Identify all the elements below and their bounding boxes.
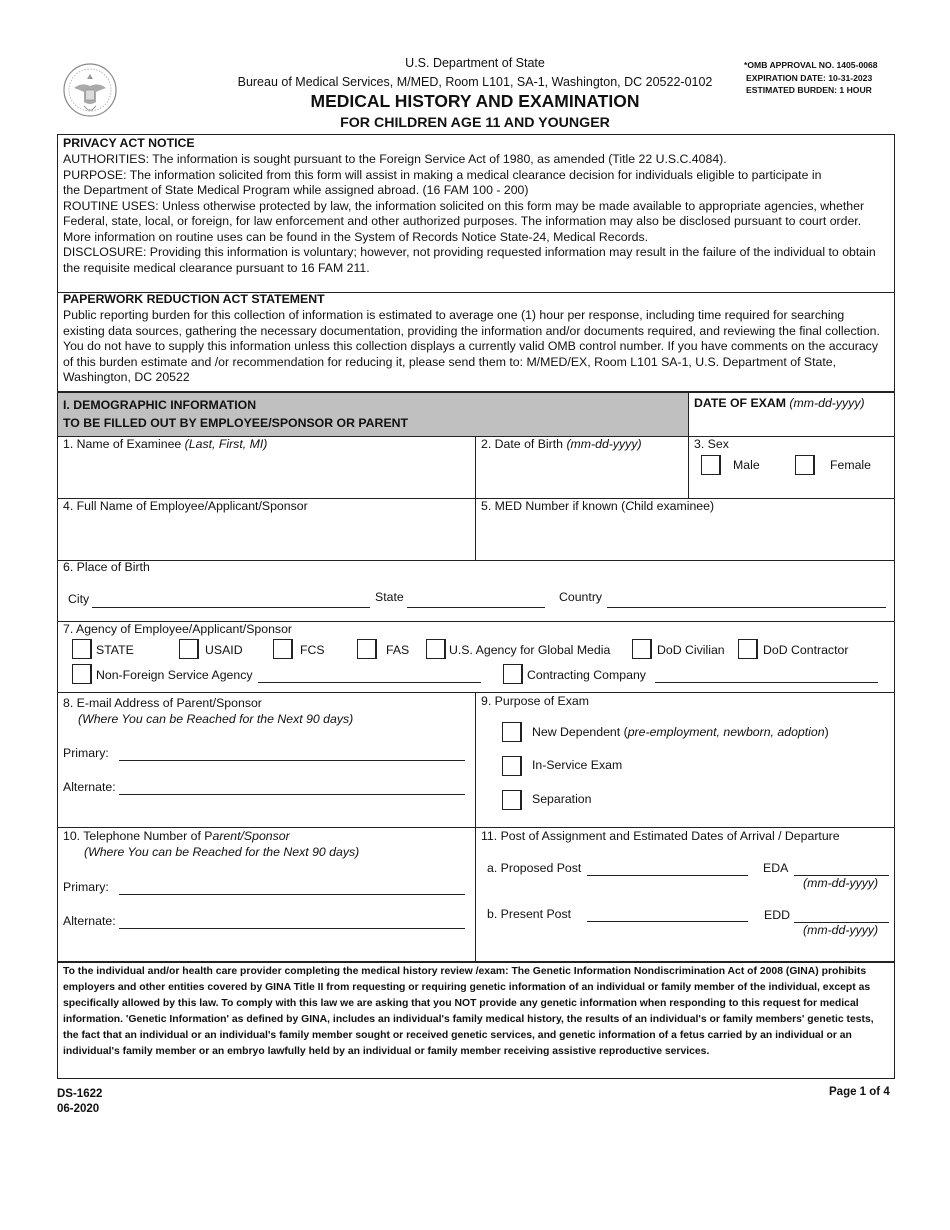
omb-expiration: EXPIRATION DATE: 10-31-2023 — [746, 72, 873, 83]
privacy-line: PURPOSE: The information solicited from this form will assist in making a medical clearance decision for individuals eligible to participate in — [63, 167, 822, 182]
agency-usaid-checkbox[interactable] — [179, 639, 199, 659]
purpose-new-dependent-label: New Dependent (pre-employment, newborn, adoption) — [532, 725, 829, 739]
agency-fcs-label: FCS — [300, 643, 325, 657]
sex-female-checkbox[interactable] — [795, 455, 815, 475]
agency-dod-civilian-checkbox[interactable] — [632, 639, 652, 659]
form-body — [57, 134, 895, 1079]
agency-nfsa-checkbox[interactable] — [72, 664, 92, 684]
purpose-in-service-checkbox[interactable] — [502, 756, 522, 776]
purpose-new-dependent-checkbox[interactable] — [502, 722, 522, 742]
email-primary-input[interactable] — [119, 760, 465, 761]
privacy-line: DISCLOSURE: Providing this information is voluntary; however, not providing requested information may result in the failure of the individual to obtain — [63, 245, 876, 259]
med-number-label: 5. MED Number if known (Child examinee) — [481, 499, 715, 513]
city-label: City — [68, 592, 90, 606]
privacy-line: the requisite medical clearance pursuant to 16 FAM 211. — [63, 260, 370, 275]
eda-label: EDA — [763, 861, 789, 875]
edd-label: EDD — [764, 908, 790, 922]
state-label: State — [375, 590, 404, 604]
phone-primary-label: Primary: — [63, 880, 109, 894]
proposed-post-input[interactable] — [587, 875, 748, 876]
present-post-label: b. Present Post — [487, 907, 572, 921]
city-input[interactable] — [92, 607, 370, 608]
examinee-name-label: 1. Name of Examinee (Last, First, MI) — [63, 437, 268, 451]
country-input[interactable] — [607, 607, 886, 608]
agency-state-label: STATE — [96, 643, 134, 657]
privacy-line: More information on routine uses can be found in the System of Records Notice State-24, Medical Records. — [63, 229, 649, 244]
agency-dod-civilian-label: DoD Civilian — [657, 643, 725, 657]
contracting-input[interactable] — [655, 682, 878, 683]
present-post-input[interactable] — [587, 921, 748, 922]
omb-approval: *OMB APPROVAL NO. 1405-0068 — [744, 60, 878, 70]
dob-label: 2. Date of Birth (mm-dd-yyyy) — [481, 437, 642, 451]
eda-format: (mm-dd-yyyy) — [803, 876, 879, 890]
privacy-heading: PRIVACY ACT NOTICE — [63, 136, 195, 150]
gina-notice: To the individual and/or health care provider completing the medical history review /exam: The Genetic Information Nondiscrimination Act of 2008 (GINA) prohibits employers and other entities covered by GINA Title II from requesting or requiring genetic information of an individual or family member of the individual, except as specifically allowed by this law. To comply with this law we are asking that you NOT provide any genetic information when responding to this request for medical information. 'Genetic Information' as defined by GINA, includes an individual's family medical history, the results of an individual's or family members' genetic tests, the fact that an individual or an individual's family member sought or received genetic services, and genetic information of a fetus carried by an individual or an individual's family member or an embryo lawfully held by an individual or family member receiving assistive reproductive services. — [63, 966, 874, 1058]
email-primary-label: Primary: — [63, 746, 109, 760]
agency-usaid-label: USAID — [205, 643, 243, 657]
phone-primary-input[interactable] — [119, 894, 465, 895]
email-hint: (Where You can be Reached for the Next 90 days) — [78, 712, 354, 726]
agency-nfsa-label: Non-Foreign Service Agency — [96, 668, 253, 682]
paperwork-line: Public reporting burden for this collection of information is estimated to average one (1) hour per response, including time required for searching — [63, 308, 845, 322]
purpose-in-service-label: In-Service Exam — [532, 758, 623, 772]
sex-label: 3. Sex — [694, 437, 729, 451]
paperwork-heading: PAPERWORK REDUCTION ACT STATEMENT — [63, 292, 325, 306]
agency-contracting-label: Contracting Company — [527, 668, 646, 682]
agency-label: 7. Agency of Employee/Applicant/Sponsor — [63, 622, 292, 636]
omb-burden: ESTIMATED BURDEN: 1 HOUR — [746, 85, 872, 95]
phone-hint: (Where You can be Reached for the Next 90 days) — [84, 845, 360, 859]
agency-usagm-checkbox[interactable] — [426, 639, 446, 659]
sex-male-checkbox[interactable] — [701, 455, 721, 475]
divider — [58, 827, 894, 828]
department-name: U.S. Department of State — [405, 56, 545, 70]
sex-female-label: Female — [830, 458, 872, 472]
purpose-label: 9. Purpose of Exam — [481, 694, 589, 708]
form-title: MEDICAL HISTORY AND EXAMINATION — [310, 91, 640, 111]
privacy-line: Federal, state, local, or foreign, for law enforcement and other authorized purposes. The information may also be disclosed pursuant to court order. — [63, 214, 862, 228]
country-label: Country — [559, 590, 603, 604]
agency-dod-contractor-checkbox[interactable] — [738, 639, 758, 659]
agency-usagm-label: U.S. Agency for Global Media — [449, 643, 611, 657]
privacy-line: ROUTINE USES: Unless otherwise protected by law, the information solicited on this form may be made available to appropriate agencies, whether — [63, 198, 865, 213]
omb-block — [744, 59, 878, 97]
great-seal-icon — [62, 62, 118, 118]
state-input[interactable] — [407, 607, 545, 608]
sponsor-name-label: 4. Full Name of Employee/Applicant/Sponsor — [63, 499, 308, 513]
phone-alternate-label: Alternate: — [63, 914, 116, 928]
divider — [58, 692, 894, 693]
page-number: Page 1 of 4 — [829, 1086, 890, 1098]
divider — [58, 961, 894, 963]
form-revision: 06-2020 — [57, 1103, 100, 1115]
privacy-line: the Department of State Medical Program while assigned abroad. (16 FAM 100 - 200) — [63, 183, 529, 197]
paperwork-line: You do not have to supply this information unless this collection displays a currently valid OMB control number. If you have comments on the accuracy — [63, 339, 878, 353]
phone-label: 10. Telephone Number of Parent/Sponsor — [63, 829, 290, 843]
form-subtitle: FOR CHILDREN AGE 11 AND YOUNGER — [340, 115, 610, 131]
section1-subtitle: TO BE FILLED OUT BY EMPLOYEE/SPONSOR OR PARENT — [63, 416, 409, 430]
date-of-exam-label: DATE OF EXAM (mm-dd-yyyy) — [694, 396, 865, 410]
agency-fcs-checkbox[interactable] — [273, 639, 293, 659]
divider — [688, 392, 689, 498]
email-label: 8. E-mail Address of Parent/Sponsor — [63, 696, 262, 710]
agency-contracting-checkbox[interactable] — [503, 664, 523, 684]
paperwork-line: existing data sources, gathering the necessary documentation, providing the information and/or documents required, and reviewing the final collection. — [63, 323, 880, 338]
purpose-separation-checkbox[interactable] — [502, 790, 522, 810]
place-of-birth-label: 6. Place of Birth — [63, 560, 150, 574]
form-number: DS-1622 — [57, 1088, 103, 1100]
email-alternate-input[interactable] — [119, 794, 465, 795]
bureau-address: Bureau of Medical Services, M/MED, Room L101, SA-1, Washington, DC 20522-0102 — [237, 75, 713, 89]
agency-state-checkbox[interactable] — [72, 639, 92, 659]
nfsa-input[interactable] — [258, 682, 481, 683]
paperwork-line: of this burden estimate and /or recommendation for reducing it, please send them to: M/MED/EX, Room L101 SA-1, U.S. Department of State, — [63, 354, 837, 369]
agency-fas-checkbox[interactable] — [357, 639, 377, 659]
agency-dod-contractor-label: DoD Contractor — [763, 643, 849, 657]
phone-alternate-input[interactable] — [119, 928, 465, 929]
edd-format: (mm-dd-yyyy) — [803, 923, 879, 937]
sex-male-label: Male — [733, 458, 760, 472]
agency-fas-label: FAS — [386, 643, 410, 657]
email-alternate-label: Alternate: — [63, 780, 116, 794]
section1-title: I. DEMOGRAPHIC INFORMATION — [63, 398, 257, 412]
purpose-separation-label: Separation — [532, 792, 592, 806]
privacy-line: AUTHORITIES: The information is sought pursuant to the Foreign Service Act of 1980, as amended (Title 22 U.S.C.4084). — [63, 152, 727, 166]
paperwork-line: Washington, DC 20522 — [63, 370, 190, 384]
post-assignment-label: 11. Post of Assignment and Estimated Dates of Arrival / Departure — [481, 829, 840, 843]
divider — [58, 560, 894, 561]
proposed-post-label: a. Proposed Post — [487, 861, 582, 875]
